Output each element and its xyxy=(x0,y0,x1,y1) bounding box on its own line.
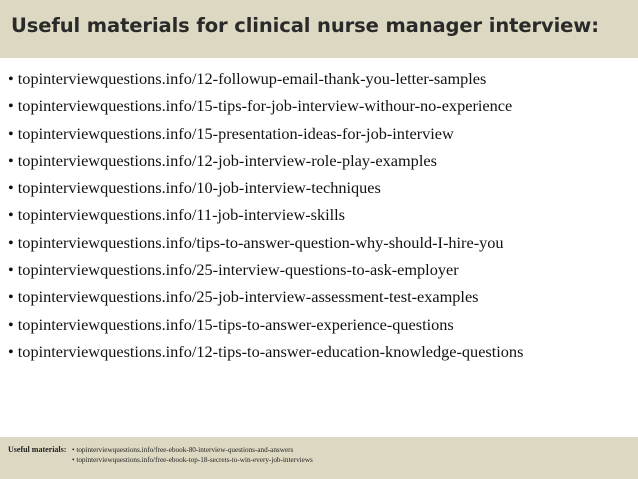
list-item[interactable] xyxy=(8,65,523,92)
list-item[interactable] xyxy=(8,120,523,147)
link-text: topinterviewquestions.info/tips-to-answer-question-why-should-I-hire-you xyxy=(17,232,504,252)
page-title: Useful materials for clinical nurse manager interview: xyxy=(11,14,599,37)
bullet: • xyxy=(72,446,75,454)
list-item[interactable] xyxy=(8,92,523,119)
bullet: • xyxy=(8,123,14,143)
list-item[interactable] xyxy=(8,256,523,283)
link-text: topinterviewquestions.info/15-tips-for-job-interview-withour-no-experience xyxy=(17,96,513,116)
footer-list xyxy=(72,445,313,465)
list-item[interactable] xyxy=(8,283,523,310)
link-text: topinterviewquestions.info/12-job-interview-role-play-examples xyxy=(17,150,437,170)
bullet: • xyxy=(8,341,14,361)
bullet: • xyxy=(8,314,14,334)
footer-band xyxy=(0,437,638,479)
list-item[interactable] xyxy=(8,338,523,365)
footer-item[interactable] xyxy=(72,455,313,465)
footer-link-text: topinterviewquestions.info/free-ebook-80-interview-questions-and-answers xyxy=(76,446,294,454)
bullet: • xyxy=(72,456,75,464)
bullet: • xyxy=(8,150,14,170)
link-text: topinterviewquestions.info/25-job-interview-assessment-test-examples xyxy=(17,287,479,307)
link-text: topinterviewquestions.info/12-tips-to-answer-education-knowledge-questions xyxy=(17,341,524,361)
list-item[interactable] xyxy=(8,174,523,201)
list-item[interactable] xyxy=(8,147,523,174)
materials-list xyxy=(8,65,523,365)
link-text: topinterviewquestions.info/11-job-interview-skills xyxy=(17,205,346,225)
link-text: topinterviewquestions.info/15-presentation-ideas-for-job-interview xyxy=(17,123,454,143)
bullet: • xyxy=(8,178,14,198)
link-text: topinterviewquestions.info/10-job-interview-techniques xyxy=(17,178,381,198)
bullet: • xyxy=(8,232,14,252)
bullet: • xyxy=(8,287,14,307)
link-text: topinterviewquestions.info/12-followup-email-thank-you-letter-samples xyxy=(17,69,487,88)
list-item[interactable] xyxy=(8,201,523,228)
bullet: • xyxy=(8,260,14,280)
footer-item[interactable] xyxy=(72,445,313,455)
list-item[interactable] xyxy=(8,311,523,338)
bullet: • xyxy=(8,69,14,88)
link-text: topinterviewquestions.info/25-interview-questions-to-ask-employer xyxy=(17,260,459,280)
bullet: • xyxy=(8,96,14,116)
header-band xyxy=(0,0,638,58)
list-item[interactable] xyxy=(8,229,523,256)
link-text: topinterviewquestions.info/15-tips-to-answer-experience-questions xyxy=(17,314,454,334)
footer-link-text: topinterviewquestions.info/free-ebook-top-18-secrets-to-win-every-job-interviews xyxy=(76,456,313,464)
footer-label: Useful materials: xyxy=(8,445,67,454)
bullet: • xyxy=(8,205,14,225)
